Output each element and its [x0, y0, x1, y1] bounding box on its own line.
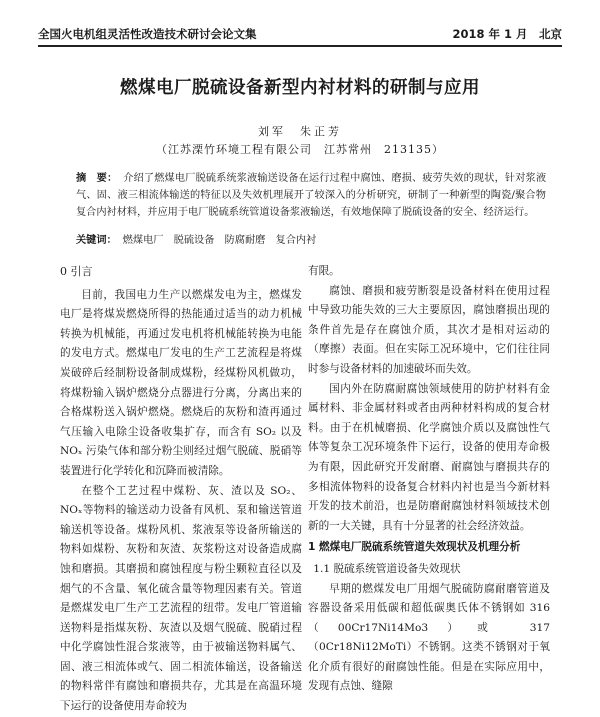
- author-names: 刘军 朱正芳: [258, 125, 342, 138]
- keywords: [76, 232, 546, 249]
- body-paragraph: 国内外在防腐耐腐蚀领域使用的防护材料有金属材料、非金属材料或者由两种材料构成的复合材料。由于在机械磨损、化学腐蚀介质以及腐蚀性气体等复杂工况环境条件下运行，设备的使用寿命极为有限，因此研究开发耐磨、耐腐蚀与磨损共存的多相流体物料的设备复合材料内衬也是当今新材料开发的技术前沿，也是防磨耐腐蚀材料领域技术创新的一大关键，具有十分显著的社会经济效益。: [308, 382, 550, 532]
- journal-name: 全国火电机组灵活性改造技术研讨会论文集: [38, 27, 257, 41]
- author-affiliation: （江苏溧竹环境工程有限公司 江苏常州 213135）: [156, 143, 444, 156]
- keywords-label: 关键词：: [76, 235, 117, 246]
- subsection-1-1-heading: 1.1 脱硫系统管道设备失效现状: [313, 562, 461, 575]
- right-column: [308, 262, 550, 697]
- section-1-heading: 1 燃煤电厂脱硫系统管道失效现状及机理分析: [308, 541, 521, 554]
- abstract-label: 摘 要：: [76, 173, 118, 184]
- paper-title: 燃煤电厂脱硫设备新型内衬材料的研制与应用: [120, 78, 480, 98]
- body-paragraph: 在整个工艺过程中煤粉、灰、渣以及 SO₂、NOₓ等物料的输送动力设备有风机、泵和输送管道输送机等设备。煤粉风机、浆液泵等设备所输送的物料如煤粉、灰粉和灰渣、灰浆粉这对设备造成腐蚀和磨损。其磨损和腐蚀程度与粉尘颗粒直径以及烟气的不含量、氧化硫含量等物理因素有关。管道是燃煤发电厂生产工艺流程的纽带。发电厂管道输送物料是指煤灰粉、灰渣以及烟气脱硫、脱硝过程中化学腐蚀性混合浆液等，由于被输送物料属气、固、液三相流体或气、固二相流体输送，设备输送的物料常伴有腐蚀和磨损共存，尤其是在高温环境下运行的设备使用寿命较为: [60, 484, 302, 713]
- abstract: [76, 170, 546, 221]
- issue-date: 2018 年 1 月 北京: [452, 27, 562, 41]
- body-paragraph: 腐蚀、磨损和疲劳断裂是设备材料在使用过程中导致功能失效的三大主要原因，腐蚀磨损出现的条件首先是存在腐蚀介质，其次才是相对运动的（摩擦）表面。但在实际工况环境中，它们往往同时参与设备材料的加速破坏而失效。: [308, 284, 550, 375]
- body-paragraph: 有限。: [308, 265, 340, 277]
- body-paragraph: 目前，我国电力生产以燃煤发电为主，燃煤发电厂是将煤炭燃烧所得的热能通过适当的动力机械转换为机械能，再通过发电机将机械能转换为电能的发电方式。燃煤电厂发电的生产工艺流程是将煤炭破碎后经制粉设备制成煤粉，经煤粉风机做功，将煤粉输入锅炉燃烧分点器进行分离，分离出来的合格煤粉送入锅炉燃烧。燃烧后的灰粉和渣再通过气压输入电除尘设备收集扩存，而含有 SO₂ 以及 NOₓ 污染气体和部分粉尘则经过烟气脱硫、脱硝等装置进行化学转化和沉降而被清除。: [60, 288, 302, 477]
- intro-heading: 0 引言: [60, 265, 93, 278]
- left-column: [60, 262, 302, 717]
- running-header: [38, 20, 562, 47]
- body-paragraph: 早期的燃煤发电厂用烟气脱硫防腐耐磨管道及容器设备采用低碳和超低碳奥氏体不锈钢如 316（00Cr17Ni14Mo3）或 317（0Cr18Ni12MoTi）不锈钢。这类不锈钢对于氧化介质有很好的耐腐蚀性能。但是在实际应用中，发现有点蚀、缝隙: [308, 582, 550, 693]
- abstract-text: 介绍了燃煤电厂脱硫系统浆液输送设备在运行过程中腐蚀、磨损、疲劳失效的现状，针对浆液气、固、液三相流体输送的特征以及失效机理展开了较深入的分析研究，研制了一种新型的陶瓷/聚合物复合内衬材料，并应用于电厂脱硫系统管道设备浆液输送，有效地保障了脱硫设备的安全、经济运行。: [76, 173, 547, 218]
- keywords-text: 燃煤电厂 脱硫设备 防腐耐磨 复合内衬: [122, 235, 317, 246]
